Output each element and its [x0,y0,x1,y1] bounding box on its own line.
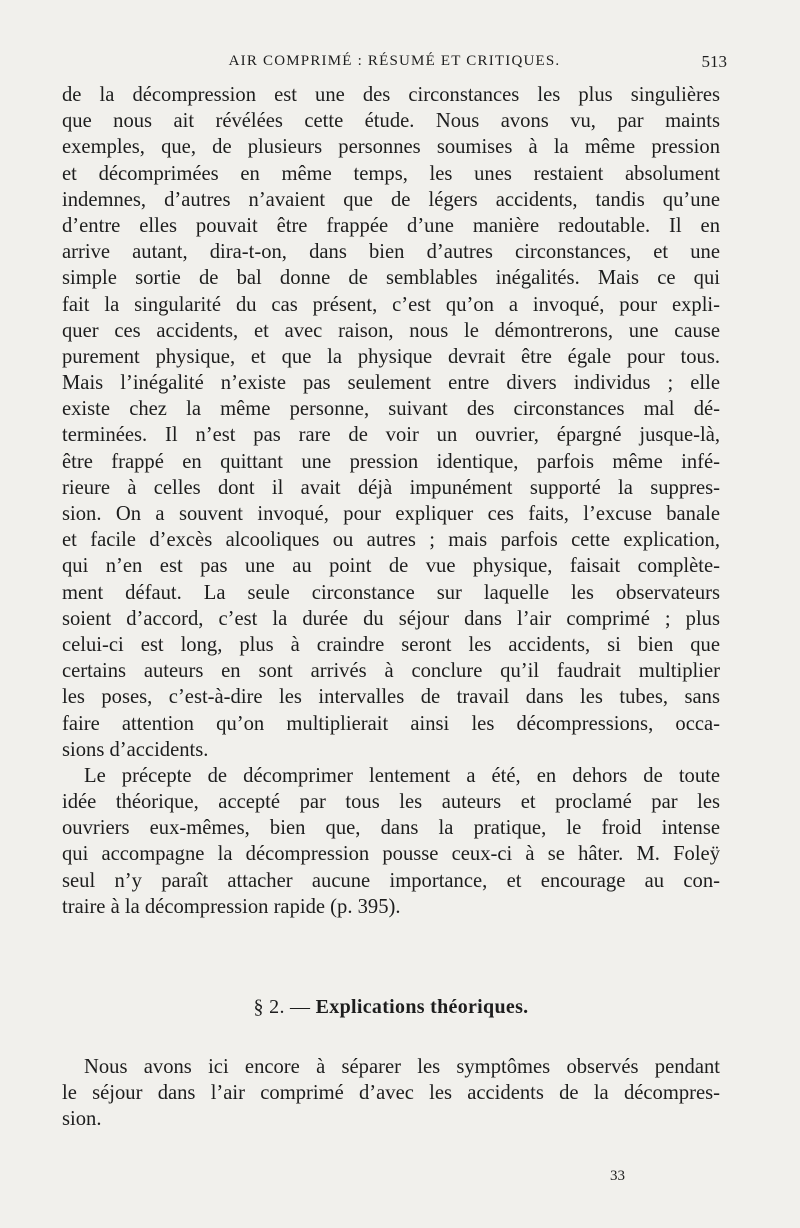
text-line: fait la singularité du cas présent, c’est qu’on a invoqué, pour expli- [62,293,720,316]
text-line: Le précepte de décomprimer lentement a été, en dehors de toute [84,764,720,787]
text-line: sion. [62,1108,102,1131]
text-line: que nous ait révélées cette étude. Nous avons vu, par maints [62,110,720,133]
signature-mark: 33 [610,1168,625,1184]
text-line: simple sortie de bal donne de semblables inégalités. Mais ce qui [62,267,720,290]
text-line: exemples, que, de plusieurs personnes soumises à la même pression [62,136,720,159]
text-line: qui accompagne la décompression pousse ceux-ci à se hâter. M. Foleÿ [62,843,720,866]
paragraph-3 [62,1054,720,1133]
paragraph-1 [62,82,720,763]
page-number: 513 [701,52,727,71]
section-heading [62,996,720,1019]
text-line: les poses, c’est-à-dire les intervalles de travail dans les tubes, sans [62,686,720,709]
text-line: Nous avons ici encore à séparer les symptômes observés pendant [84,1056,720,1078]
text-line: ouvriers eux-mêmes, bien que, dans la pratique, le froid intense [62,817,720,840]
text-line: indemnes, d’autres n’avaient que de légers accidents, tandis qu’une [62,188,720,211]
text-line: purement physique, et que la physique devrait être égale pour tous. [62,345,720,368]
text-line: Mais l’inégalité n’existe pas seulement entre divers individus ; elle [62,372,720,395]
text-line: soient d’accord, c’est la durée du séjour dans l’air comprimé ; plus [62,607,720,630]
section-title: Explications théoriques. [315,996,529,1018]
text-line: et décomprimées en même temps, les unes restaient absolument [62,162,720,185]
text-line: celui-ci est long, plus à craindre seront les accidents, si bien que [62,633,720,656]
text-line: de la décompression est une des circonstances les plus singulières [62,84,720,106]
text-line: sion. On a souvent invoqué, pour expliquer ces faits, l’excuse banale [62,503,720,525]
text-line: faire attention qu’on multiplierait ainsi les décompressions, occa- [62,712,720,735]
text-line: quer ces accidents, et avec raison, nous le démontrerons, une cause [62,319,720,342]
text-line: sions d’accidents. [62,738,209,761]
paragraph-2 [62,763,720,920]
text-line: arrive autant, dira-t-on, dans bien d’autres circonstances, et une [62,241,720,264]
text-line: être frappé en quittant une pression identique, parfois même infé- [62,450,720,473]
text-line: le séjour dans l’air comprimé d’avec les accidents de la décompres- [62,1082,720,1105]
text-line: rieure à celles dont il avait déjà impunément supporté la suppres- [62,476,720,499]
page-header [62,50,727,74]
text-line: d’entre elles pouvait être frappée d’une manière redoutable. Il en [62,214,720,237]
text-line: certains auteurs en sont arrivés à conclure qu’il faudrait multiplier [62,660,720,683]
section-number: § 2. — [253,996,311,1018]
running-title: AIR COMPRIMÉ : RÉSUMÉ ET CRITIQUES. [228,53,561,69]
text-line: seul n’y paraît attacher aucune importance, et encourage au con- [62,869,720,892]
text-line: idée théorique, accepté par tous les auteurs et proclamé par les [62,791,720,814]
text-line: et facile d’excès alcooliques ou autres ; mais parfois cette explication, [62,529,720,552]
body-text [62,82,720,920]
text-line: ment défaut. La seule circonstance sur laquelle les observateurs [62,581,720,604]
text-line: qui n’en est pas une au point de vue physique, faisait complète- [62,555,720,578]
text-line: existe chez la même personne, suivant des circonstances mal dé- [62,398,720,421]
text-line: traire à la décompression rapide (p. 395). [62,895,401,918]
text-line: terminées. Il n’est pas rare de voir un ouvrier, épargné jusque-là, [62,424,720,447]
